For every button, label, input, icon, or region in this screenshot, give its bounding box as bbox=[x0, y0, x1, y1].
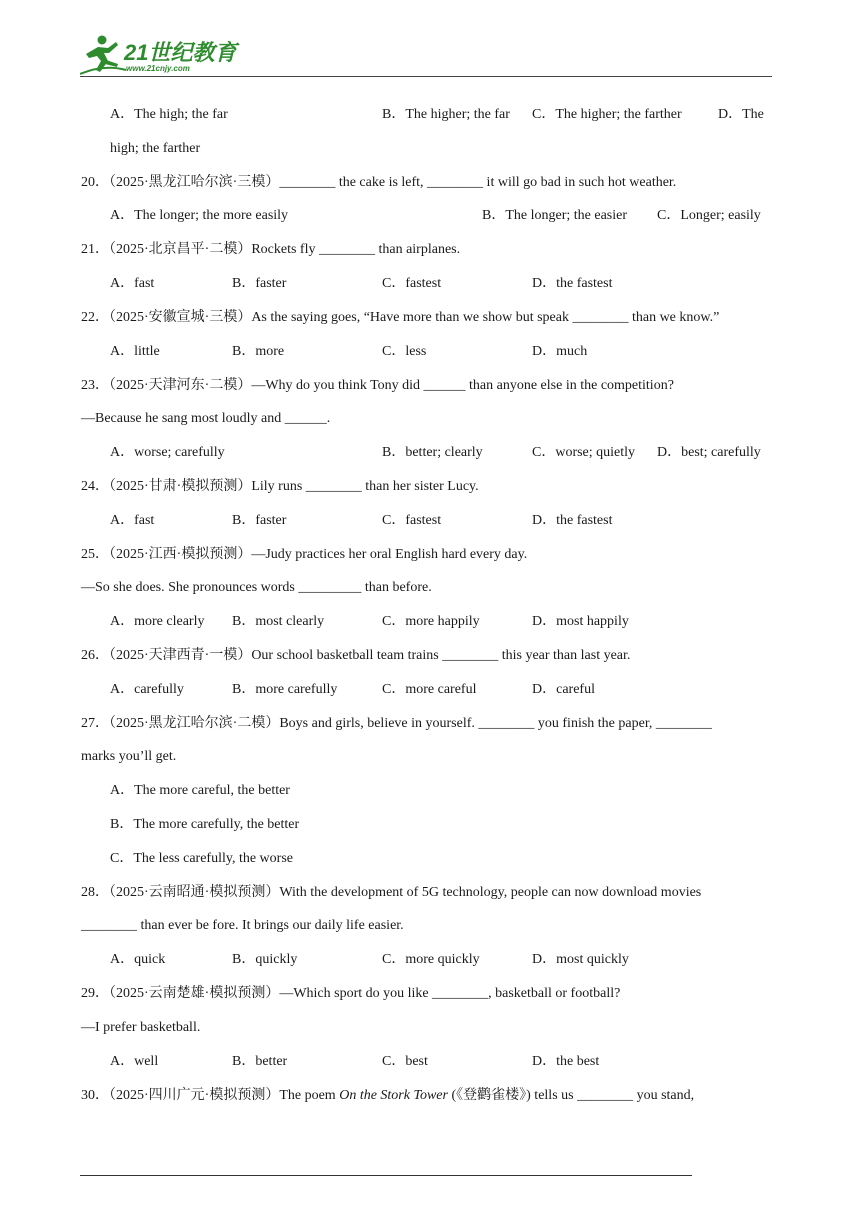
q24-option-b: B．faster bbox=[232, 513, 287, 528]
q27-option-b: B．The more carefully, the better bbox=[110, 817, 300, 832]
q20-option-b: B．The longer; the easier bbox=[482, 208, 628, 223]
q29-option-b: B．better bbox=[232, 1054, 288, 1069]
logo-url: www.21cnjy.com bbox=[126, 64, 190, 73]
q27-stem: 27．（2025·黑龙江哈尔滨·二模）Boys and girls, believe in yourself. ________ you finish the paper, ________ bbox=[81, 716, 712, 731]
q23-option-d: D．best; carefully bbox=[657, 445, 761, 460]
q27-option-c: C．The less carefully, the worse bbox=[110, 851, 293, 866]
q30-stem-prefix: 30．（2025·四川广元·模拟预测）The poem bbox=[81, 1088, 340, 1103]
q28-option-c: C．more quickly bbox=[382, 952, 480, 967]
q19-option-b: B．The higher; the far bbox=[382, 107, 510, 122]
q21-option-b: B．faster bbox=[232, 276, 287, 291]
footer-divider bbox=[80, 1175, 692, 1176]
q23-option-b: B．better; clearly bbox=[382, 445, 483, 460]
runner-icon bbox=[80, 34, 128, 76]
q21-option-a: A．fast bbox=[110, 276, 155, 291]
q22-stem: 22．（2025·安徽宣城·三模）As the saying goes, “Have more than we show but speak ________ than we know.” bbox=[81, 310, 720, 325]
q25-option-a: A．more clearly bbox=[110, 614, 205, 629]
q19-option-d: D．The bbox=[718, 107, 764, 122]
q25-stem: 25．（2025·江西·模拟预测）—Judy practices her oral English hard every day. bbox=[81, 547, 528, 562]
q22-option-a: A．little bbox=[110, 344, 160, 359]
q19-option-a: A．The high; the far bbox=[110, 107, 228, 122]
q21-stem: 21．（2025·北京昌平·二模）Rockets fly ________ than airplanes. bbox=[81, 242, 461, 257]
q20-stem: 20．（2025·黑龙江哈尔滨·三模）________ the cake is left, ________ it will go bad in such hot weather. bbox=[81, 175, 677, 190]
q26-stem: 26．（2025·天津西青·一模）Our school basketball team trains ________ this year than last year. bbox=[81, 648, 631, 663]
q30-poem-title: On the Stork Tower bbox=[339, 1088, 448, 1103]
q23-option-a: A．worse; carefully bbox=[110, 445, 225, 460]
q29-option-c: C．best bbox=[382, 1054, 428, 1069]
q21-option-c: C．fastest bbox=[382, 276, 442, 291]
page-header bbox=[80, 30, 772, 78]
q28-option-d: D．most quickly bbox=[532, 952, 629, 967]
q23-stem: 23．（2025·天津河东·二模）—Why do you think Tony did ______ than anyone else in the competition? bbox=[81, 378, 674, 393]
q28-stem-continued: ________ than ever be fore. It brings our daily life easier. bbox=[81, 918, 404, 933]
logo-text: 21世纪教育 bbox=[124, 40, 237, 65]
q28-option-a: A．quick bbox=[110, 952, 166, 967]
q29-stem: 29．（2025·云南楚雄·模拟预测）—Which sport do you like ________, basketball or football? bbox=[81, 986, 621, 1001]
q29-option-d: D．the best bbox=[532, 1054, 600, 1069]
q24-option-d: D．the fastest bbox=[532, 513, 613, 528]
q26-option-d: D．careful bbox=[532, 682, 595, 697]
q25-option-c: C．more happily bbox=[382, 614, 480, 629]
q25-option-b: B．most clearly bbox=[232, 614, 325, 629]
q19-option-d-continued: high; the farther bbox=[110, 141, 201, 156]
q26-option-b: B．more carefully bbox=[232, 682, 338, 697]
q23-option-c: C．worse; quietly bbox=[532, 445, 636, 460]
q22-option-b: B．more bbox=[232, 344, 285, 359]
q27-stem-continued: marks you’ll get. bbox=[81, 749, 177, 764]
q22-option-d: D．much bbox=[532, 344, 588, 359]
q28-stem: 28．（2025·云南昭通·模拟预测）With the development of 5G technology, people can now download movies bbox=[81, 885, 702, 900]
q24-option-c: C．fastest bbox=[382, 513, 442, 528]
q29-stem-reply: —I prefer basketball. bbox=[81, 1020, 201, 1035]
q24-option-a: A．fast bbox=[110, 513, 155, 528]
q30-stem-suffix: (《登鹳雀楼》) tells us ________ you stand, bbox=[447, 1088, 695, 1103]
header-divider bbox=[80, 76, 772, 77]
q26-option-a: A．carefully bbox=[110, 682, 184, 697]
q24-stem: 24．（2025·甘肃·模拟预测）Lily runs ________ than her sister Lucy. bbox=[81, 479, 479, 494]
q29-option-a: A．well bbox=[110, 1054, 159, 1069]
q27-option-a: A．The more careful, the better bbox=[110, 783, 290, 798]
q30-stem bbox=[81, 1087, 694, 1105]
q20-option-c: C．Longer; easily bbox=[657, 208, 761, 223]
logo bbox=[80, 34, 250, 76]
q23-stem-reply: —Because he sang most loudly and ______. bbox=[81, 411, 331, 426]
q28-option-b: B．quickly bbox=[232, 952, 298, 967]
q21-option-d: D．the fastest bbox=[532, 276, 613, 291]
q25-option-d: D．most happily bbox=[532, 614, 629, 629]
q26-option-c: C．more careful bbox=[382, 682, 477, 697]
q19-option-c: C．The higher; the farther bbox=[532, 107, 682, 122]
q25-stem-reply: —So she does. She pronounces words _________ than before. bbox=[81, 580, 432, 595]
q20-option-a: A．The longer; the more easily bbox=[110, 208, 289, 223]
q22-option-c: C．less bbox=[382, 344, 427, 359]
